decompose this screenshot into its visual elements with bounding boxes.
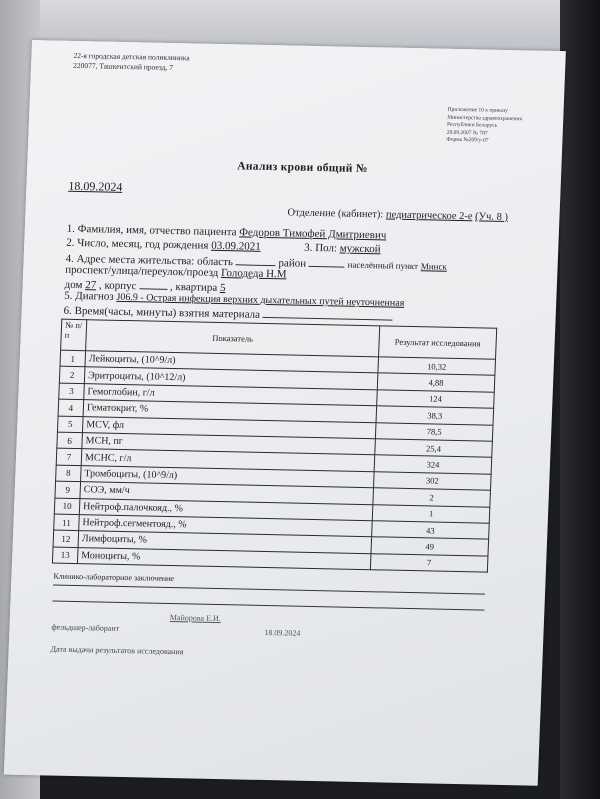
- row-number: 5: [57, 416, 83, 433]
- row-result: 43: [372, 521, 490, 540]
- patient-name-label: 1. Фамилия, имя, отчество пациента: [66, 222, 237, 239]
- row-result: 7: [370, 553, 488, 572]
- row-number: 10: [54, 498, 80, 515]
- row-indicator: MCH, пг: [82, 433, 376, 456]
- monitor-bezel-right: [560, 0, 600, 799]
- appendix-line: Министерства здравоохранения: [447, 114, 523, 122]
- row-result: 38,3: [376, 406, 494, 425]
- technician-name: Майорова Е.И.: [169, 613, 221, 624]
- address-label: 4. Адрес места жительства: область: [65, 252, 234, 269]
- region-blank: [236, 254, 276, 266]
- appendix-line: Приложение 10 к приказу: [447, 106, 508, 114]
- sample-time-label: 6. Время(часы, минуты) взятия материала: [63, 304, 261, 321]
- row-result: 1: [372, 504, 490, 523]
- appendix-line: Форма №209/у-07: [446, 136, 489, 144]
- row-number: 2: [59, 367, 85, 384]
- row-number: 12: [53, 530, 79, 547]
- row-number: 11: [54, 514, 80, 531]
- row-number: 13: [52, 547, 78, 564]
- street-label: проспект/улица/переулок/проезд: [64, 263, 219, 279]
- patient-name-value: Федоров Тимофей Дмитриевич: [239, 226, 387, 242]
- patient-dob-label: 2. Число, месяц, год рождения: [66, 236, 209, 252]
- department-line: [287, 207, 508, 223]
- row-result: 4,88: [377, 373, 495, 392]
- department-value: педиатрическое 2-е: [385, 209, 473, 223]
- row-indicator: Гемоглобин, г/л: [84, 383, 378, 406]
- row-result: 302: [374, 471, 492, 490]
- department-label: Отделение (кабинет):: [287, 207, 384, 221]
- diagnosis-value: J06.9 - Острая инфекция верхних дыхательных путей неуточненная: [116, 291, 405, 309]
- row-result: 324: [374, 455, 492, 474]
- conclusion-line: [53, 585, 485, 595]
- diagnosis-label: 5. Диагноз: [63, 289, 114, 303]
- row-indicator: Лейкоциты, (10^9/л): [85, 351, 379, 374]
- row-indicator: Тромбоциты, (10^9/л): [81, 465, 375, 488]
- row-indicator: Эритроциты, (10^12/л): [84, 367, 378, 390]
- settlement-label: населённый пункт: [347, 259, 419, 272]
- patient-sex-label: 3. Пол:: [303, 241, 338, 255]
- row-result: 10,32: [378, 357, 496, 376]
- row-result: 49: [371, 537, 489, 556]
- clinic-address: 220077, Ташкентский проезд, 7: [72, 60, 174, 72]
- department-unit: (Уч. 8 ): [474, 211, 509, 224]
- row-number: 6: [57, 432, 83, 449]
- row-result: 124: [377, 390, 495, 409]
- row-result: 2: [373, 488, 491, 507]
- col-result-header: Результат исследования: [379, 326, 497, 359]
- row-number: 7: [56, 448, 82, 465]
- col-indicator-header: Показатель: [86, 320, 380, 357]
- lab-report-sheet: [4, 40, 566, 786]
- sample-time-blank: [263, 307, 393, 321]
- apartment-value: 5: [219, 281, 226, 295]
- row-indicator: Моноциты, %: [77, 547, 371, 570]
- results-table: [52, 319, 497, 573]
- clinic-name: 22-я городская детская поликлиника: [73, 50, 190, 63]
- appendix-block: [446, 107, 522, 146]
- row-number: 4: [58, 399, 84, 416]
- house-label: дом: [64, 278, 83, 292]
- house-value: 27: [84, 279, 97, 292]
- row-number: 3: [59, 383, 85, 400]
- technician-label: фельдшер-лаборант: [51, 622, 120, 633]
- col-number-header: № п/п: [61, 319, 87, 351]
- conclusion-label: Клинико-лабораторное заключение: [53, 571, 175, 584]
- apartment-label: , квартира: [169, 280, 218, 294]
- clinic-header: [73, 51, 190, 73]
- district-label: район: [278, 257, 307, 270]
- patient-sex-value: мужской: [339, 242, 381, 256]
- issue-date-label: Дата выдачи результатов исследования: [50, 644, 184, 657]
- row-indicator: Гематокрит, %: [83, 400, 377, 423]
- row-number: 9: [55, 481, 81, 498]
- row-indicator: СОЭ, мм/ч: [80, 482, 374, 505]
- conclusion-line: [52, 601, 484, 611]
- street-value: Голодеда Н.М: [220, 267, 287, 281]
- row-indicator: Нейтроф.сегментояд., %: [79, 515, 373, 538]
- building-blank: [139, 278, 167, 290]
- row-result: 78,5: [375, 422, 493, 441]
- appendix-line: Республики Беларусь: [446, 121, 498, 129]
- appendix-line: 28.09.2007 № 787: [446, 129, 488, 137]
- district-blank: [309, 256, 345, 268]
- row-result: 25,4: [375, 439, 493, 458]
- row-indicator: Лимфоциты, %: [78, 531, 372, 554]
- row-number: 8: [56, 465, 82, 482]
- row-indicator: MCV, фл: [82, 416, 376, 439]
- row-indicator: Нейтроф.палочкояд., %: [79, 498, 373, 521]
- document-title: Анализ крови общий №: [237, 160, 368, 176]
- patient-dob-value: 03.09.2021: [210, 239, 261, 253]
- row-indicator: MCHC, г/л: [81, 449, 375, 472]
- building-label: , корпус: [98, 279, 137, 293]
- row-number: 1: [60, 350, 86, 367]
- report-date: 18.09.2024: [68, 178, 123, 194]
- technician-date: 18.09.2024: [264, 627, 301, 638]
- settlement-value: Минск: [420, 261, 448, 272]
